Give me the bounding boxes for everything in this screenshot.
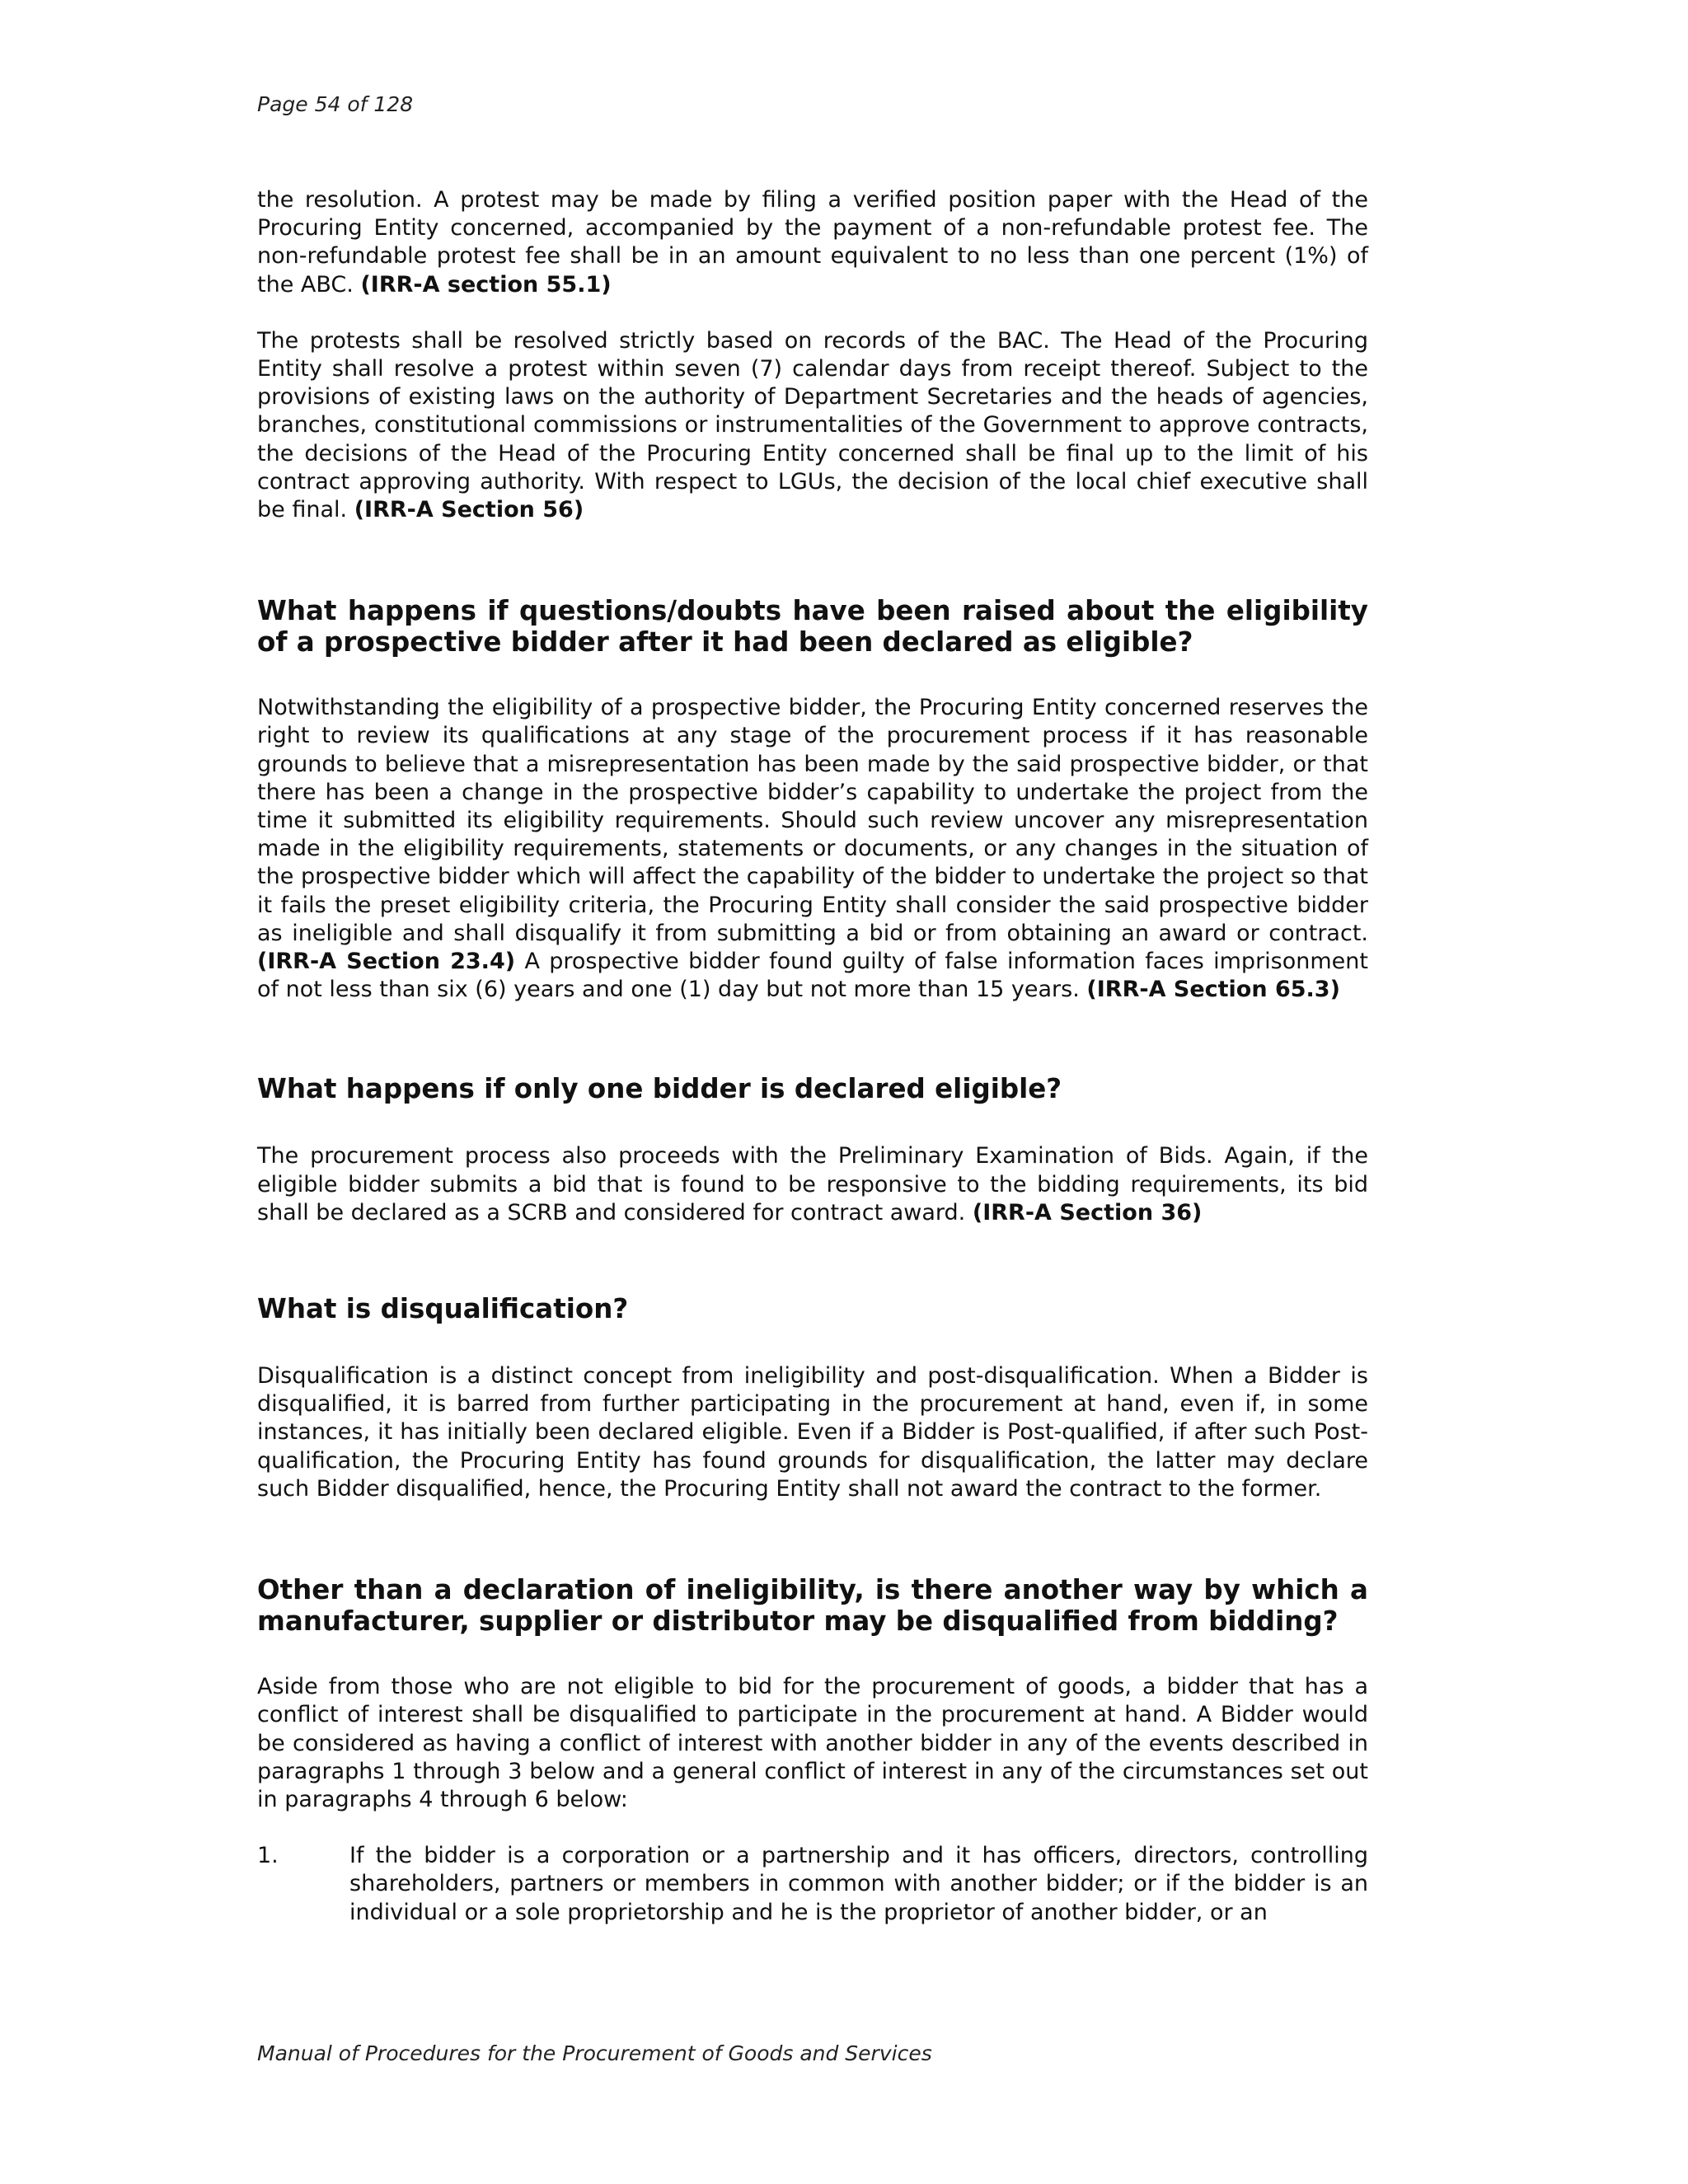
paragraph-text: the resolution. A protest may be made by filing a verified position paper with the Head of the Procuring Entity concerned, accompanied by the payment of a non-refundable protest fee. The non-refundable protest fee shall be in an amount equivalent to no less than one percent (1%) of the ABC. — [257, 187, 1368, 298]
page-body — [257, 186, 1368, 1927]
list-item-text: If the bidder is a corporation or a partnership and it has officers, directors, controlling shareholders, partners or members in common with another bidder; or if the bidder is an individual or a sole proprietorship and he is the proprietor of another bidder, or an — [349, 1843, 1368, 1925]
list-item — [257, 1842, 1368, 1927]
legal-reference: (IRR-A Section 65.3) — [1086, 977, 1340, 1003]
section-heading-eligibility-doubts: What happens if questions/doubts have been raised about the eligibility of a prospective bidder after it had been declared as eligible? — [257, 595, 1368, 658]
section-heading-conflict-of-interest: Other than a declaration of ineligibility, is there another way by which a manufacturer, supplier or distributor may be disqualified from bidding? — [257, 1574, 1368, 1638]
paragraph-text: The protests shall be resolved strictly based on records of the BAC. The Head of the Procuring Entity shall resolve a protest within seven (7) calendar days from receipt thereof. Subject to the provisions of existing laws on the authority of Department Secretaries and the heads of agencies, branches, constitutional commissions or instrumentalities of the Government to approve contracts, the decisions of the Head of the Procuring Entity concerned shall be final up to the limit of his contract approving authority. With respect to LGUs, the decision of the local chief executive shall be final. — [257, 327, 1368, 523]
paragraph-disqualification: Disqualification is a distinct concept from ineligibility and post-disqualification. When a Bidder is disqualified, it is barred from further participating in the procurement at hand, even if, in some instances, it has initially been declared eligible. Even if a Bidder is Post-qualified, if after such Post-qualification, the Procuring Entity has found grounds for disqualification, the latter may declare such Bidder disqualified, hence, the Procuring Entity shall not award the contract to the former. — [257, 1363, 1368, 1502]
paragraph-conflict-of-interest: Aside from those who are not eligible to bid for the procurement of goods, a bidder that has a conflict of interest shall be disqualified to participate in the procurement at hand. A Bidder would be considered as having a conflict of interest with another bidder in any of the events described in paragraphs 1 through 3 below and a general conflict of interest in any of the circumstances set out in paragraphs 4 through 6 below: — [257, 1674, 1368, 1812]
legal-reference: (IRR-A Section 56) — [354, 497, 584, 523]
list-item-number: 1. — [257, 1843, 279, 1869]
page-number-header: Page 54 of 128 — [257, 92, 414, 116]
paragraph-single-bidder — [257, 1142, 1368, 1227]
legal-reference: (IRR-A section 55.1) — [360, 271, 612, 298]
paragraph-text: The procurement process also proceeds with the Preliminary Examination of Bids. Again, if the eligible bidder submits a bid that is found to be responsive to the bidding requirements, its bid shall be declared as a SCRB and considered for contract award. — [257, 1143, 1368, 1226]
paragraph-protest-filing — [257, 186, 1368, 299]
section-heading-single-bidder: What happens if only one bidder is declared eligible? — [257, 1073, 1062, 1105]
legal-reference: (IRR-A Section 36) — [972, 1199, 1203, 1226]
paragraph-protest-resolution — [257, 327, 1368, 524]
paragraph-text: Notwithstanding the eligibility of a prospective bidder, the Procuring Entity concerned reserves the right to review its qualifications at any stage of the procurement process if it has reasonable grounds to believe that a misrepresentation has been made by the said prospective bidder, or that there has been a change in the prospective bidder’s capability to undertake the project from the time it submitted its eligibility requirements. Should such review uncover any misrepresentation made in the eligibility requirements, statements or documents, or any changes in the situation of the prospective bidder which will affect the capability of the bidder to undertake the project so that it fails the preset eligibility criteria, the Procuring Entity shall consider the said prospective bidder as ineligible and shall disqualify it from submitting a bid or from obtaining an award or contract. — [257, 695, 1368, 946]
paragraph-text: A prospective bidder found guilty of false information faces imprisonment of not less than six (6) years and one (1) day but not more than 15 years. — [257, 949, 1368, 1003]
paragraph-eligibility-review — [257, 694, 1368, 1004]
section-heading-disqualification: What is disqualification? — [257, 1293, 629, 1325]
legal-reference: (IRR-A Section 23.4) — [257, 949, 516, 975]
numbered-list — [257, 1842, 1368, 1927]
document-footer-title: Manual of Procedures for the Procurement of Goods and Services — [257, 2041, 932, 2065]
